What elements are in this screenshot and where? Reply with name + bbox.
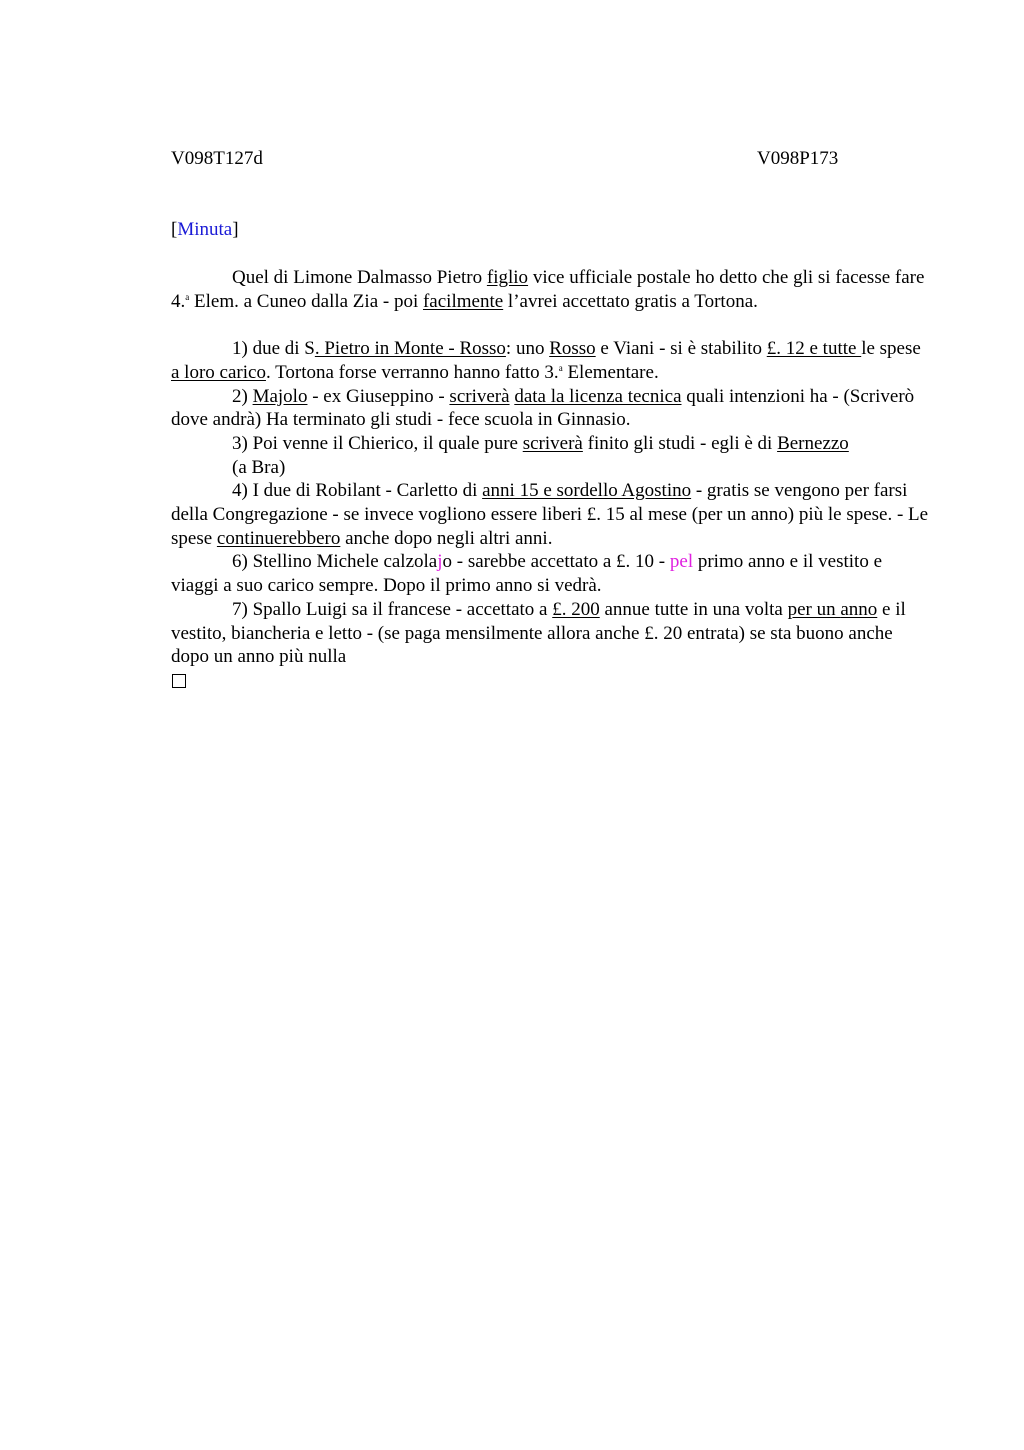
correction-text: j xyxy=(437,551,443,573)
text-run: e Viani - si è stabilito xyxy=(595,338,767,360)
minuta-label xyxy=(171,218,239,242)
text-run: annue tutte in una volta xyxy=(599,598,788,620)
superscript: a xyxy=(185,291,190,302)
underlined-text: anno xyxy=(840,598,878,620)
document-code-left: V098T127d xyxy=(171,148,263,169)
minuta-text: Minuta xyxy=(177,219,233,240)
underlined-text: scriverà xyxy=(449,385,510,407)
text-run: quali intenzioni ha - (Scriverò dove andrà) Ha terminato gli studi - fece scuola in Ginnasio. xyxy=(171,385,915,431)
document-code-right: V098P173 xyxy=(757,148,839,169)
text-run: 1) due di S xyxy=(232,338,315,360)
underlined-text: figlio xyxy=(486,267,529,288)
underlined-text: facilmente xyxy=(422,290,504,312)
paragraph-item-4 xyxy=(171,479,931,550)
underlined-text: scriverà xyxy=(522,432,583,454)
text-run: - gratis se vengono per farsi della Congregazione - se invece vogliono essere liberi £. 15 al mese (per un anno) più le spese. - Le spese xyxy=(171,480,929,549)
text-run: Quel di Limone Dalmasso Pietro xyxy=(232,267,487,288)
underlined-text: continuerebbero xyxy=(216,527,341,549)
text-run: 3) Poi venne il Chierico, il quale pure xyxy=(232,432,523,454)
paragraph-item-1 xyxy=(171,337,931,384)
minuta-bracket-close: ] xyxy=(232,219,239,240)
text-run: 7) Spallo Luigi sa il francese - accettato a xyxy=(232,598,553,620)
underlined-text: Majolo xyxy=(252,385,308,407)
underlined-text: . Pietro in Monte - Rosso xyxy=(314,338,506,360)
paragraph-item-3 xyxy=(171,432,931,456)
text-run: finito gli studi - egli è di xyxy=(582,432,778,454)
underlined-text: Rosso xyxy=(549,338,596,360)
text-run: Elementare. xyxy=(562,361,659,383)
underlined-text: data la licenza tecnica xyxy=(514,385,682,407)
text-run: e il vestito, biancheria e letto - (se paga mensilmente allora anche £. 20 entrata) se sta buono anche dopo un anno più nulla xyxy=(171,598,906,668)
text-run: 6) Stellino Michele calzola xyxy=(232,551,438,573)
text-run: - ex Giuseppino - xyxy=(307,385,450,407)
underlined-text: a loro carico xyxy=(171,361,266,383)
letter-body xyxy=(171,266,931,688)
paragraph-intro xyxy=(171,266,931,313)
underlined-text: £. 200 xyxy=(552,598,600,620)
underlined-text: per un xyxy=(787,598,841,620)
text-run: 2) xyxy=(232,385,253,407)
text-run: primo anno e il vestito e viaggi a suo carico sempre. Dopo il primo anno si vedrà. xyxy=(171,551,883,597)
underlined-text: Bernezzo xyxy=(777,432,849,454)
paragraph-item-6 xyxy=(171,550,931,597)
text-run: anche dopo negli altri anni. xyxy=(340,527,553,549)
correction-text: pel xyxy=(669,551,694,573)
minuta-bracket-open: [ xyxy=(171,219,178,240)
underlined-text: anni 15 e sordello Agostino xyxy=(482,480,692,502)
document-header xyxy=(171,147,931,171)
paragraph-item-2 xyxy=(171,385,931,432)
paragraph-item-3-line2: (a Bra) xyxy=(232,456,286,478)
text-run: o - sarebbe accettato a £. 10 - xyxy=(442,551,670,573)
underlined-text: £. 12 e tutte xyxy=(766,338,862,360)
paragraph-item-7 xyxy=(171,598,931,669)
superscript: a xyxy=(558,362,563,373)
text-run: Elem. a Cuneo dalla Zia - poi xyxy=(189,290,423,312)
text-run: vice ufficiale postale ho detto che gli si facesse fare 4. xyxy=(171,267,925,312)
text-run: le spese xyxy=(861,338,921,360)
text-run: l’avrei accettato gratis a Tortona. xyxy=(503,290,758,312)
text-run: 4) I due di Robilant - Carletto di xyxy=(232,480,483,502)
end-marker-box-icon xyxy=(172,674,186,688)
text-run: : uno xyxy=(505,338,550,360)
text-run: . Tortona forse verranno hanno fatto 3. xyxy=(265,361,559,383)
